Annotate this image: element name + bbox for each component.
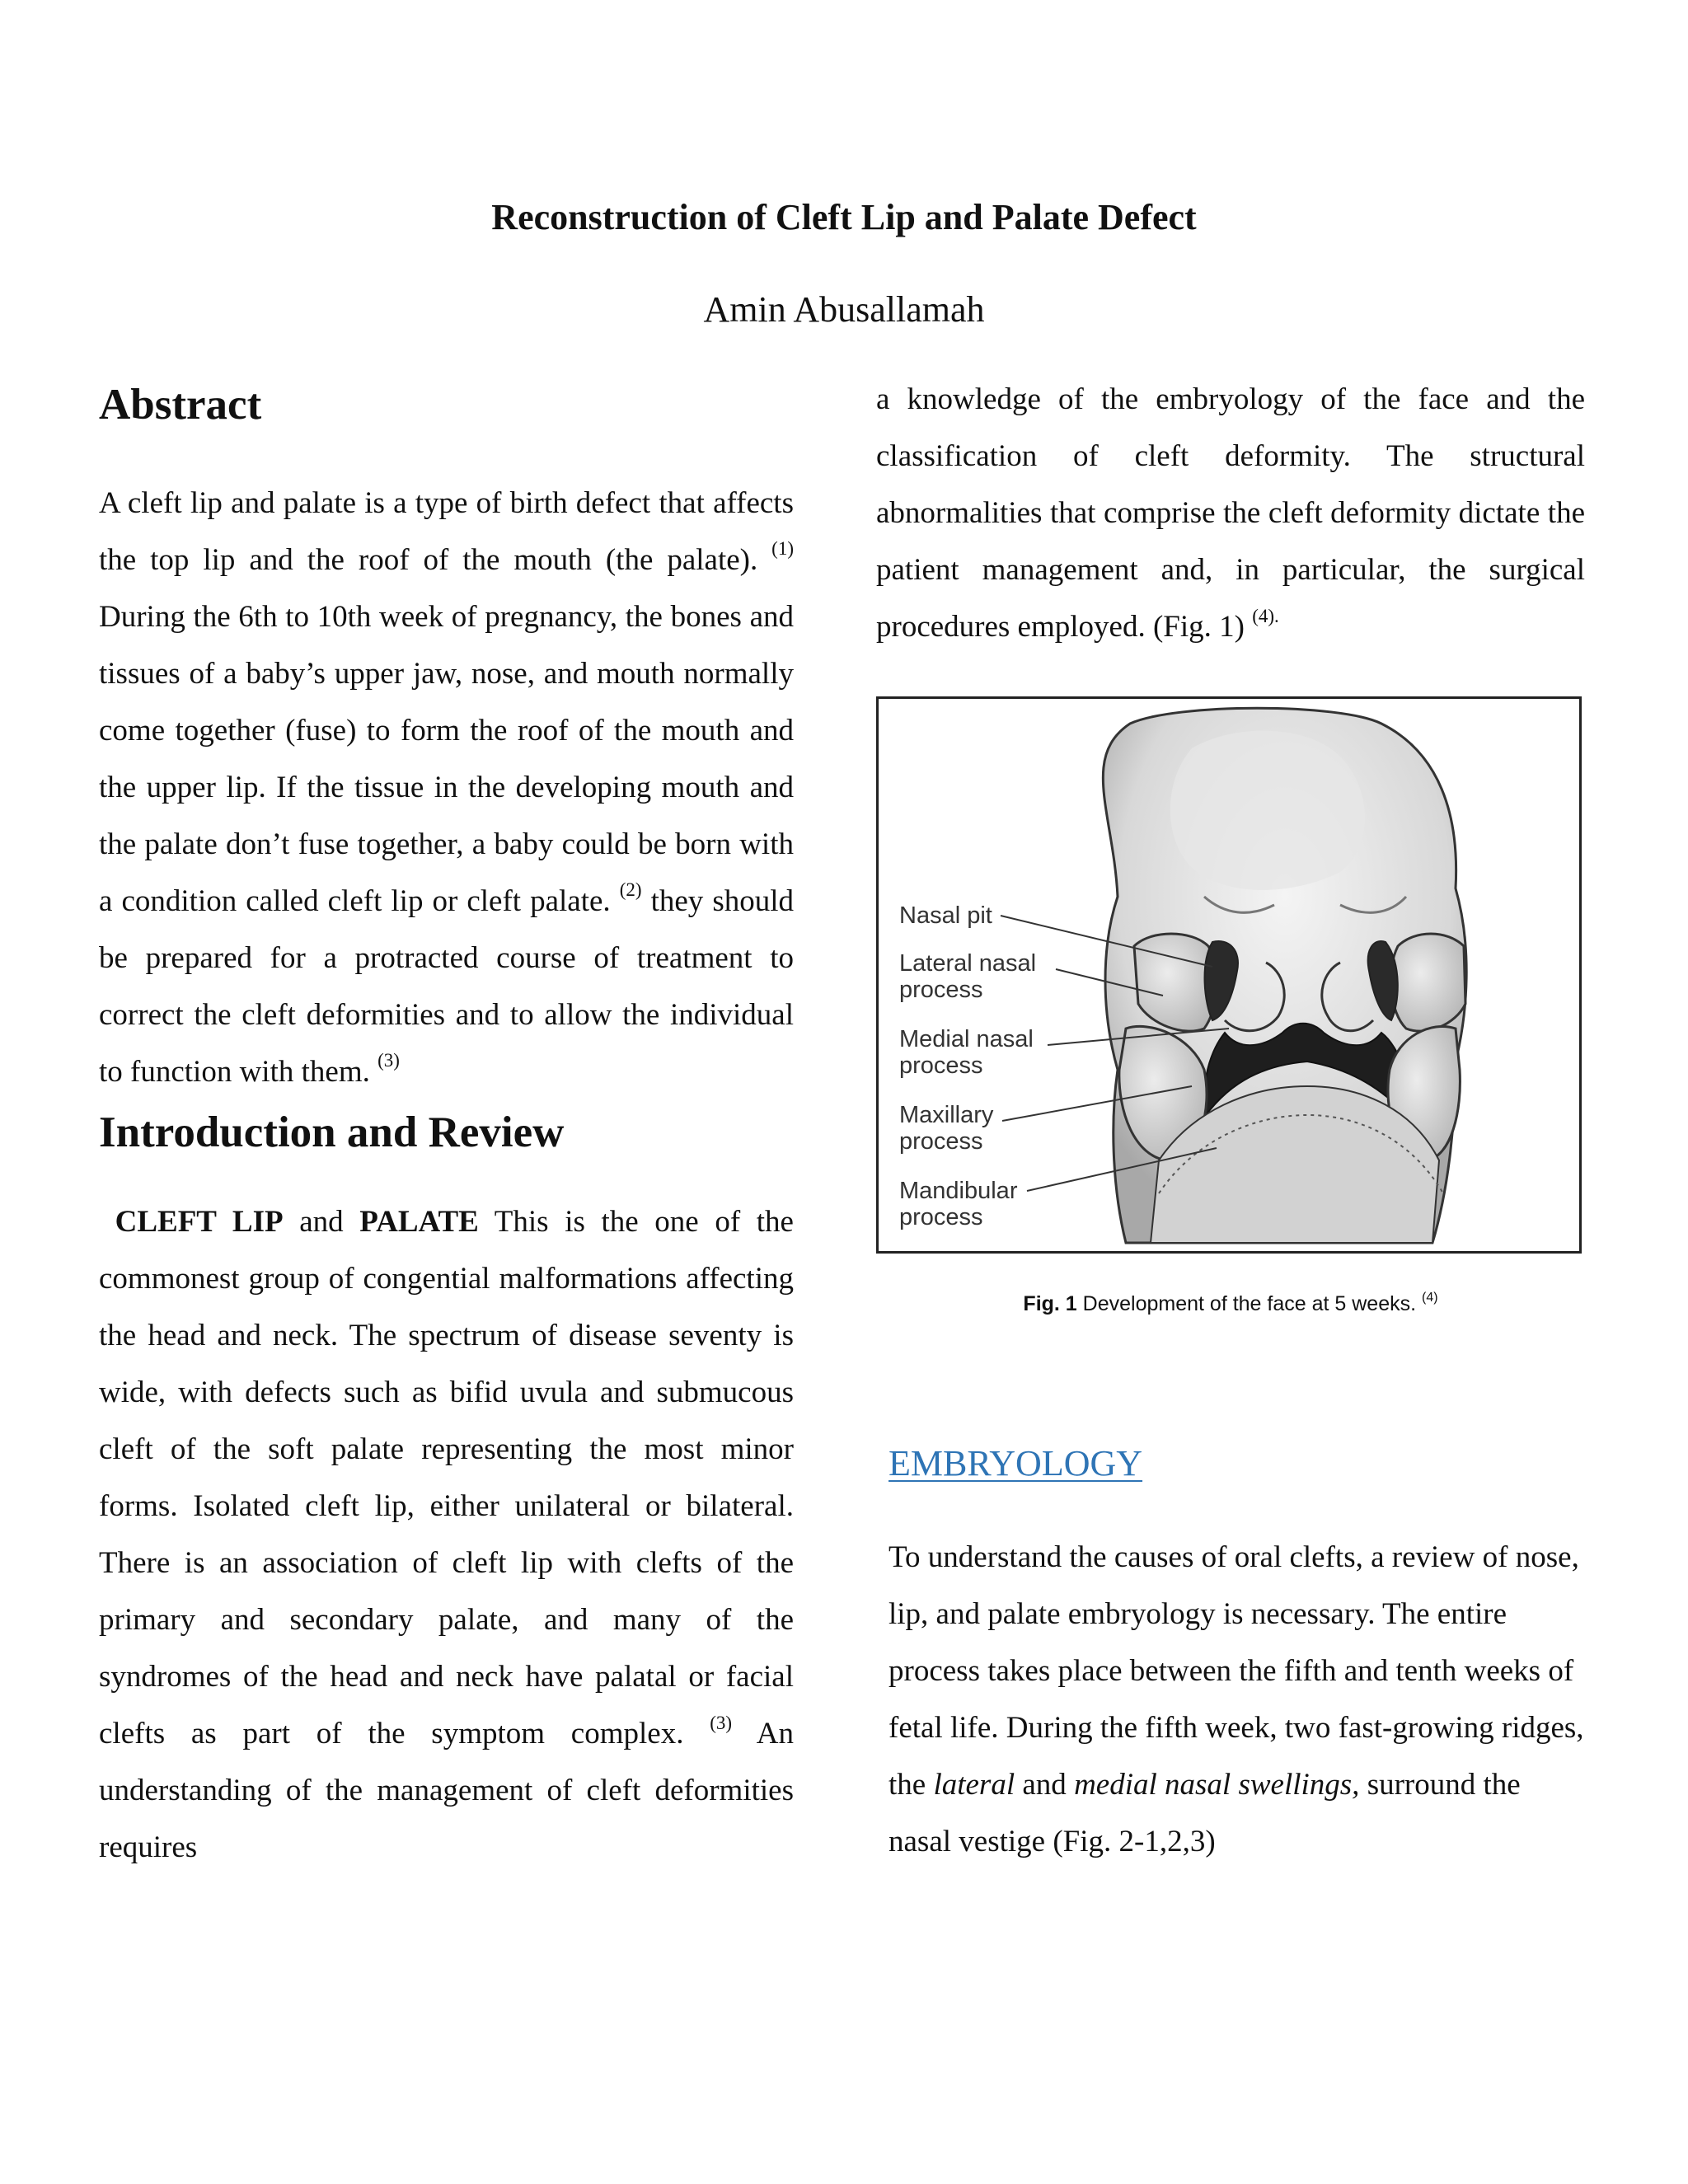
label-lateral-nasal-2: process — [899, 977, 983, 1003]
label-maxillary-2: process — [899, 1128, 983, 1155]
citation-ref: (4). — [1252, 605, 1279, 626]
paper-title: Reconstruction of Cleft Lip and Palate Defect — [491, 197, 1197, 237]
citation-ref: (3) — [377, 1050, 400, 1071]
caption-label: Fig. 1 — [1023, 1292, 1077, 1315]
label-maxillary-1: Maxillary — [899, 1102, 994, 1128]
embryology-text-3: surround the nasal vestige (Fig. 2-1,2,3) — [889, 1768, 1521, 1858]
abstract-paragraph — [99, 475, 794, 1100]
right-column — [876, 379, 1585, 655]
author-name: Amin Abusallamah — [703, 289, 985, 330]
embryology-paragraph — [889, 1529, 1589, 1870]
intro-continuation-text: a knowledge of the embryology of the face and the classification of cleft deformity. The structural abnormalities that comprise the cleft deformity dictate the patient management and, in particular, the surgical procedures employed. (Fig. 1) — [876, 382, 1585, 644]
intro-bold-palate: PALATE — [359, 1205, 479, 1240]
label-mandibular-2: process — [899, 1204, 983, 1230]
lateral-nasal-right — [1390, 934, 1465, 1031]
embryology-text-2: and — [1015, 1768, 1075, 1802]
abstract-text-1: A cleft lip and palate is a type of birth defect that affects the top lip and the roof of the mouth (the palate). — [99, 485, 794, 577]
embryology-italic-lateral: lateral — [933, 1768, 1015, 1802]
intro-and: and — [283, 1205, 360, 1240]
figure-caption — [876, 1292, 1585, 1316]
embryology-text-1: To understand the causes of oral clefts, a review of nose, lip, and palate embryology is necessary. The entire process takes place between the fifth and tenth weeks of fetal life. During the fifth week, two fast-growing ridges, the — [889, 1540, 1584, 1802]
embryo-face-illustration — [879, 699, 1579, 1251]
citation-ref: (3) — [710, 1712, 733, 1733]
caption-text: Development of the face at 5 weeks. — [1076, 1292, 1423, 1315]
forehead-shading — [1170, 731, 1365, 890]
label-medial-nasal-1: Medial nasal — [899, 1026, 1034, 1052]
abstract-text-3: they should be prepared for a protracted course of treatment to correct the cleft deformities and to allow the individual to function with them. — [99, 883, 794, 1089]
figure-1 — [876, 696, 1582, 1254]
intro-paragraph — [99, 1193, 794, 1876]
embryology-italic-medial: medial nasal swellings, — [1074, 1768, 1360, 1802]
intro-heading: Introduction and Review — [99, 1108, 565, 1156]
label-mandibular-1: Mandibular — [899, 1178, 1018, 1204]
citation-ref: (1) — [771, 538, 794, 560]
label-lateral-nasal-1: Lateral nasal — [899, 950, 1037, 977]
citation-ref: (2) — [619, 879, 642, 901]
label-medial-nasal-2: process — [899, 1052, 983, 1079]
abstract-text-2: During the 6th to 10th week of pregnancy, the bones and tissues of a baby’s upper jaw, nose, and mouth normally come together (fuse) to form the roof of the mouth and the upper lip. If the tissue in the developing mouth and the palate don’t fuse together, a baby could be born with a condition called cleft lip or cleft palate. — [99, 599, 794, 918]
citation-ref: (4) — [1422, 1290, 1438, 1305]
intro-bold-cleft-lip: CLEFT LIP — [115, 1205, 284, 1240]
intro-text-1: This is the one of the commonest group of congential malformations affecting the head and neck. The spectrum of disease seventy is wide, with defects such as bifid uvula and submucous cleft of the soft palate representing the most minor forms. Isolated cleft lip, either unilateral or bilateral. There is an association of cleft lip with clefts of the primary and secondary palate, and many of the syndromes of the head and neck have palatal or facial clefts as part of the symptom complex. — [99, 1205, 794, 1751]
embryology-heading[interactable]: EMBRYOLOGY — [889, 1443, 1143, 1483]
left-column — [99, 379, 794, 1876]
label-nasal-pit: Nasal pit — [899, 902, 992, 929]
intro-text-2: An understanding of the management of cleft deformities requires — [99, 1717, 794, 1865]
abstract-heading: Abstract — [99, 381, 262, 429]
intro-continuation — [876, 371, 1585, 655]
